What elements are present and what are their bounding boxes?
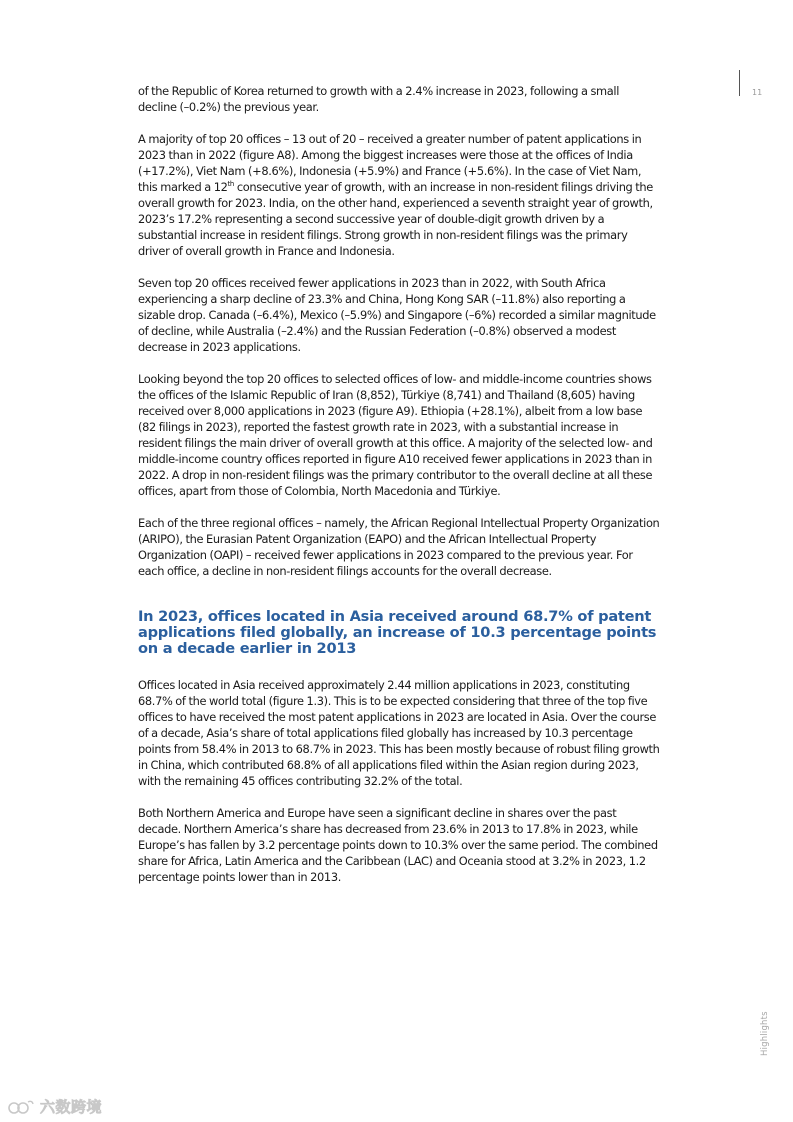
paragraph: of the Republic of Korea returned to growth with a 2.4% increase in 2023, following a small decline (–0.2%) the previous year. — [138, 84, 620, 114]
header-divider — [739, 70, 740, 96]
paragraph: Seven top 20 offices received fewer applications in 2023 than in 2022, with South Africa experiencing a sharp decline of 23.3% and China, Hong Kong SAR (–11.8%) also reporting a sizable drop. Canada (–6.4%), Mexico (–5.9%) and Singapore (–6%) recorded a similar magnitude of decline, while Australia (–2.4%) and the Russian Federation (–0.8%) observed a modest decrease in 2023 applications. — [138, 276, 656, 354]
paragraph: Both Northern America and Europe have seen a significant decline in shares over the past decade. Northern America’s share has decreased from 23.6% in 2013 to 17.8% in 2023, while Europe’s has fallen by 3.2 percentage points down to 10.3% over the same period. The combined share for Africa, Latin America and the Caribbean (LAC) and Oceania stood at 3.2% in 2023, 1.2 percentage points lower than in 2013. — [138, 806, 658, 884]
watermark-text: 六数跨境 — [40, 1098, 103, 1116]
paragraph-text: consecutive year of growth, with an increase in non-resident filings driving the overall growth for 2023. India, on the other hand, experienced a seventh straight year of growth, 2023’s 17.2% representing a second successive year of double-digit growth driven by a substantial increase in resident filings. Strong growth in non-resident filings was the primary driver of overall growth in France and Indonesia. — [138, 180, 653, 258]
paragraph: Looking beyond the top 20 offices to selected offices of low- and middle-income countries shows the offices of the Islamic Republic of Iran (8,852), Türkiye (8,741) and Thailand (8,605) having received over 8,000 applications in 2023 (figure A9). Ethiopia (+28.1%), albeit from a low base (82 filings in 2023), reported the fastest growth rate in 2023, with a substantial increase in resident filings the main driver of overall growth at this office. A majority of the selected low- and middle-income country offices reported in figure A10 received fewer applications in 2023 than in 2022. A drop in non-resident filings was the primary contributor to the overall decline at all these offices, apart from those of Colombia, North Macedonia and Türkiye. — [138, 372, 653, 498]
page-number: 11 — [752, 88, 763, 97]
paragraph: Each of the three regional offices – namely, the African Regional Intellectual Property Organization (ARIPO), the Eurasian Patent Organization (EAPO) and the African Intellectual Property Organization (OAPI) – received fewer applications in 2023 compared to the previous year. For each office, a decline in non-resident filings accounts for the overall decrease. — [138, 516, 660, 578]
watermark-logo-icon — [8, 1098, 34, 1116]
ordinal-superscript: th — [227, 180, 234, 189]
section-side-label: Highlights — [760, 1011, 770, 1056]
main-content — [138, 83, 660, 901]
paragraph — [138, 131, 660, 259]
paragraph-text: A majority of top 20 offices – 13 out of 20 – received a greater number of patent applications in 2023 than in 2022 (figure A8). Among the biggest increases were those at the offices of India (+17.2%), Viet Nam (+8.6%), Indonesia (+5.9%) and France (+5.6%). In the case of Viet Nam, this marked a 12 — [138, 132, 642, 194]
paragraph: Offices located in Asia received approximately 2.44 million applications in 2023, constituting 68.7% of the world total (figure 1.3). This is to be expected considering that three of the top five offices to have received the most patent applications in 2023 are located in Asia. Over the course of a decade, Asia’s share of total applications filed globally has increased by 10.3 percentage points from 58.4% in 2013 to 68.7% in 2023. This has been mostly because of robust filing growth in China, which contributed 68.8% of all applications filed within the Asian region during 2023, with the remaining 45 offices contributing 32.2% of the total. — [138, 678, 660, 788]
section-heading: In 2023, offices located in Asia received around 68.7% of patent applications filed globally, an increase of 10.3 percentage points on a decade earlier in 2013 — [138, 608, 657, 657]
watermark — [8, 1096, 102, 1117]
